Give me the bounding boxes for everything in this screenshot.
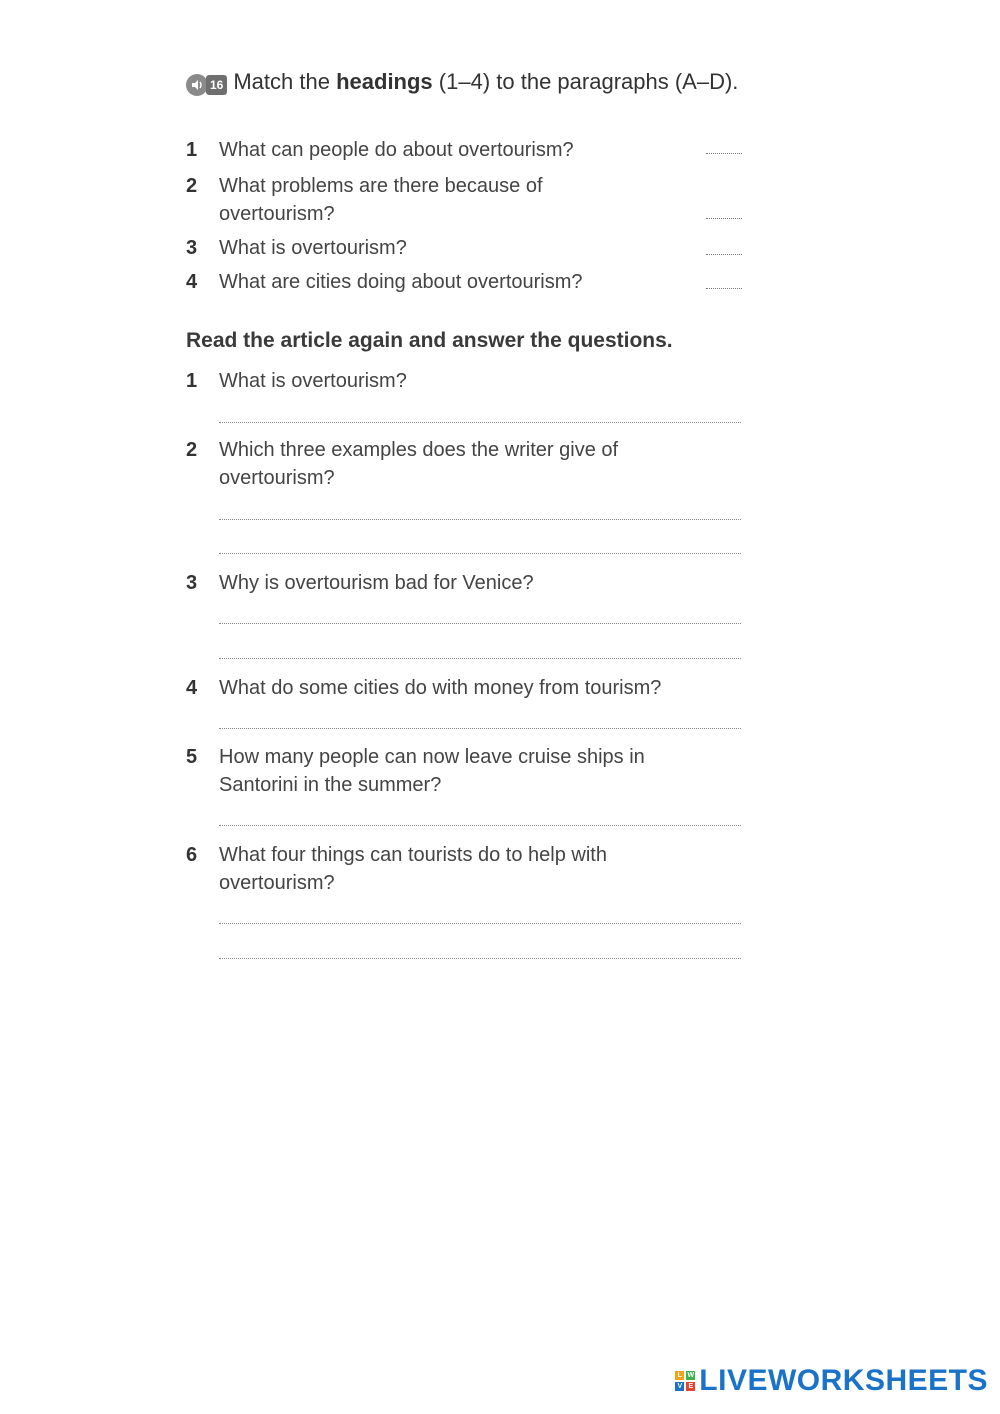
question-text: Which three examples does the writer give of overtourism? (219, 439, 619, 489)
answer-blank[interactable] (706, 288, 742, 289)
speaker-icon (186, 74, 208, 96)
task1-title-prefix: Match the (233, 69, 330, 94)
answer-line[interactable] (219, 958, 741, 959)
item-text: What can people do about overtourism? (219, 139, 574, 161)
item-number: 1 (186, 139, 198, 161)
answer-line[interactable] (219, 422, 741, 423)
question-number: 5 (186, 746, 198, 768)
answer-line[interactable] (219, 825, 741, 826)
question-text: What is overtourism? (219, 370, 407, 392)
logo-tile: W (687, 1372, 695, 1379)
question-number: 2 (186, 439, 198, 461)
answer-line[interactable] (219, 623, 741, 624)
watermark-text: LIVEWORKSHEETS (699, 1364, 988, 1397)
question-text: How many people can now leave cruise ships in Santorini in the summer? (219, 746, 645, 796)
item-text: What are cities doing about overtourism? (219, 271, 583, 293)
answer-blank[interactable] (706, 254, 742, 255)
item-number: 2 (186, 175, 198, 197)
question-number: 6 (186, 844, 198, 866)
answer-blank[interactable] (706, 218, 742, 219)
task1-title-bold: headings (336, 69, 433, 94)
task2-heading: Read the article again and answer the questions. (186, 329, 673, 352)
liveworksheets-logo-icon (675, 1371, 695, 1391)
match-item (186, 172, 746, 228)
task1-heading (186, 68, 746, 96)
task1-title-suffix: (1–4) to the paragraphs (A–D). (438, 69, 739, 94)
logo-tile: V (675, 1382, 684, 1391)
question-text: Why is overtourism bad for Venice? (219, 572, 534, 594)
audio-track-number: 16 (206, 75, 227, 95)
item-number: 4 (186, 271, 198, 293)
logo-tile: L (675, 1371, 684, 1380)
answer-line[interactable] (219, 658, 741, 659)
question-number: 1 (186, 370, 198, 392)
item-text: What is overtourism? (219, 237, 407, 259)
question-text: What four things can tourists do to help with overtourism? (219, 844, 607, 894)
audio-track-badge[interactable] (186, 74, 227, 96)
answer-line[interactable] (219, 923, 741, 924)
answer-line[interactable] (219, 728, 741, 729)
item-number: 3 (186, 237, 198, 259)
answer-line[interactable] (219, 519, 741, 520)
item-text: What problems are there because of overtourism? (219, 175, 543, 225)
answer-blank[interactable] (706, 153, 742, 154)
liveworksheets-watermark (675, 1364, 988, 1398)
answer-line[interactable] (219, 553, 741, 554)
question-text: What do some cities do with money from tourism? (219, 677, 662, 699)
logo-tile: E (686, 1382, 695, 1391)
question-number: 3 (186, 572, 198, 594)
question-number: 4 (186, 677, 198, 699)
